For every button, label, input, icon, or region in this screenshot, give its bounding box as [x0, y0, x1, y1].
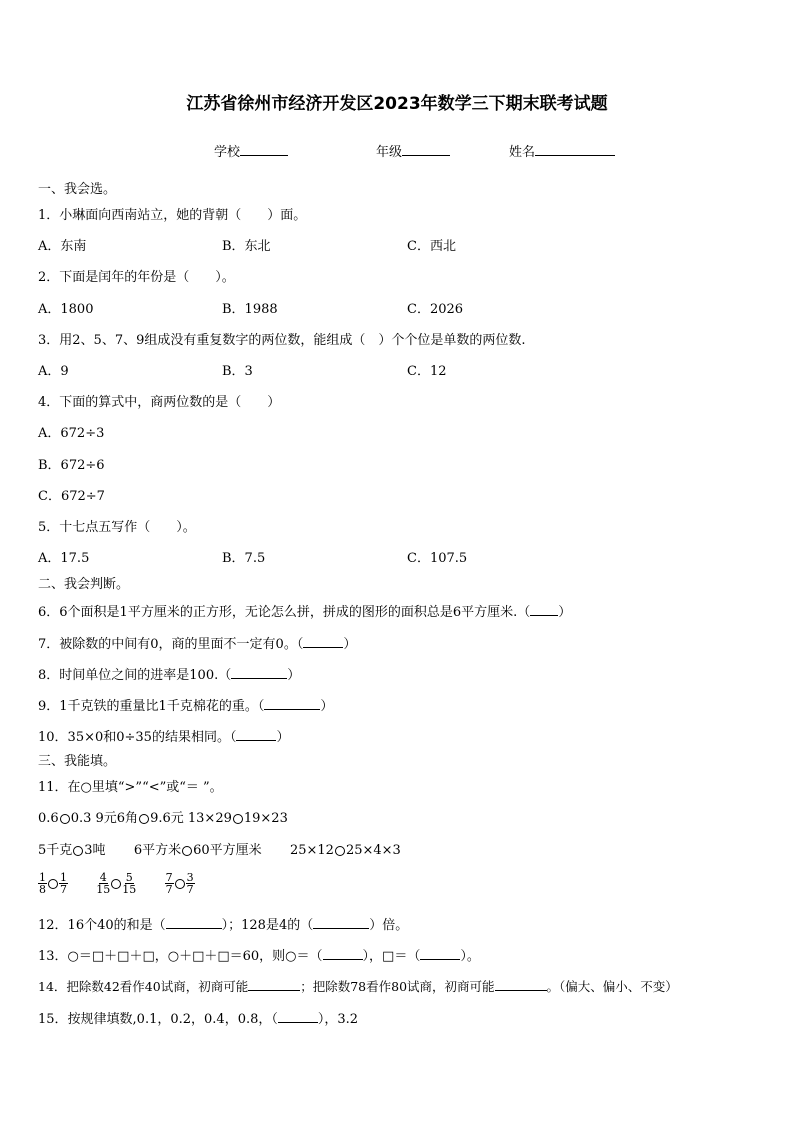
- question-1: 1．小琳面向西南站立，她的背朝（ ）面。: [38, 208, 307, 223]
- q6-text: 6．6个面积是1平方厘米的正方形，无论怎么拼，拼成的图形的面积总是6平方厘米.（: [38, 605, 531, 620]
- fraction: $\frac{7}{7}$: [165, 871, 173, 896]
- q10-end: ）: [276, 730, 290, 745]
- q5-option-c[interactable]: C．107.5: [407, 551, 468, 566]
- grade-label: 年级: [376, 145, 403, 160]
- grade-field[interactable]: [376, 141, 450, 160]
- question-5: 5．十七点五写作（ ）。: [38, 520, 196, 535]
- q10-answer-blank[interactable]: [236, 728, 276, 741]
- compare-circle[interactable]: [60, 814, 70, 824]
- q11-row-3: [38, 872, 195, 896]
- fraction: $\frac{1}{7}$: [60, 871, 67, 896]
- compare-circle[interactable]: [335, 846, 345, 856]
- question-8: [38, 666, 300, 684]
- compare-left: 6平方米: [133, 843, 182, 858]
- q7-end: ）: [343, 637, 357, 652]
- compare-right: 60平方厘米: [193, 843, 262, 858]
- q5-option-a[interactable]: A．17.5: [38, 551, 90, 566]
- q12-blank-1[interactable]: [166, 916, 222, 929]
- q9-answer-blank[interactable]: [264, 697, 320, 710]
- q1-option-a[interactable]: A．东南: [38, 239, 87, 254]
- school-field[interactable]: [214, 141, 288, 160]
- school-label: 学校: [214, 145, 241, 160]
- q11-row-2: [38, 843, 401, 859]
- question-9: [38, 697, 333, 715]
- compare-circle[interactable]: [175, 879, 185, 889]
- q2-option-a[interactable]: A．1800: [38, 302, 94, 317]
- q13-blank-2[interactable]: [420, 947, 460, 960]
- compare-left: 5千克: [38, 843, 73, 858]
- q11-row-1: [38, 811, 288, 827]
- question-4: 4．下面的算式中，商两位数的是（ ）: [38, 395, 281, 410]
- name-field[interactable]: [509, 141, 615, 160]
- section-heading-judge: 二、我会判断。: [38, 577, 130, 592]
- q5-option-b[interactable]: B．7.5: [222, 551, 266, 566]
- compare-right: 9.6元: [150, 811, 184, 826]
- q14-blank-1[interactable]: [248, 978, 300, 991]
- q6-answer-blank[interactable]: [530, 603, 558, 616]
- q1-option-b[interactable]: B．东北: [222, 239, 271, 254]
- fraction: $\frac{1}{8}$: [39, 871, 46, 896]
- fraction: $\frac{3}{7}$: [186, 871, 194, 896]
- question-14: 14．把除数42看作40试商，初商可能 ；把除数78看作80试商，初商可能 。（偏大、偏小、不变）: [38, 979, 678, 994]
- fraction: $\frac{5}{15}$: [122, 871, 137, 896]
- q2-option-c[interactable]: C．2026: [407, 302, 464, 317]
- question-10: [38, 728, 289, 746]
- q3-option-c[interactable]: C．12: [407, 364, 447, 379]
- q13-blank-1[interactable]: [323, 947, 363, 960]
- question-7: [38, 635, 356, 653]
- q4-option-c[interactable]: C．672÷7: [38, 489, 105, 504]
- question-12: 12．16个40的和是（ ）；128是4的（ ）倍。: [38, 918, 409, 933]
- q8-text: 8．时间单位之间的进率是100.（: [38, 668, 232, 683]
- compare-circle[interactable]: [111, 879, 121, 889]
- question-11: 11．在○里填“>”“<”或“＝ ”。: [38, 780, 223, 795]
- compare-circle[interactable]: [139, 814, 149, 824]
- q2-option-b[interactable]: B．1988: [222, 302, 278, 317]
- grade-blank[interactable]: [402, 143, 450, 156]
- q15-blank[interactable]: [278, 1010, 318, 1023]
- compare-left: 9元6角: [95, 811, 139, 826]
- compare-left: 13×29: [187, 811, 232, 826]
- q7-text: 7．被除数的中间有0，商的里面不一定有0。（: [38, 637, 304, 652]
- q10-text: 10．35×0和0÷35的结果相同。（: [38, 730, 237, 745]
- question-13: 13．○＝□＋□＋□，○＋□＋□＝60，则○＝（ ），□＝（ ）。: [38, 949, 480, 964]
- q1-option-c[interactable]: C．西北: [407, 239, 456, 254]
- name-label: 姓名: [509, 145, 536, 160]
- compare-left: 25×12: [289, 843, 334, 858]
- compare-left: 0.6: [38, 811, 59, 826]
- question-6: [38, 603, 571, 621]
- q3-option-b[interactable]: B．3: [222, 364, 253, 379]
- page-title: 江苏省徐州市经济开发区2023年数学三下期末联考试题: [186, 94, 608, 114]
- question-3: 3．用2、5、7、9组成没有重复数字的两位数，能组成（ ）个个位是单数的两位数.: [38, 333, 526, 348]
- q12-blank-2[interactable]: [313, 916, 369, 929]
- q4-option-a[interactable]: A．672÷3: [38, 426, 105, 441]
- compare-right: 0.3: [70, 811, 92, 826]
- compare-right: 3吨: [84, 843, 106, 858]
- compare-circle[interactable]: [73, 846, 83, 856]
- q7-answer-blank[interactable]: [303, 635, 343, 648]
- compare-right: 19×23: [243, 811, 288, 826]
- q9-text: 9．1千克铁的重量比1千克棉花的重。（: [38, 699, 265, 714]
- compare-circle[interactable]: [233, 814, 243, 824]
- school-blank[interactable]: [240, 143, 288, 156]
- fraction: $\frac{4}{15}$: [96, 871, 111, 896]
- q14-blank-2[interactable]: [495, 978, 547, 991]
- compare-right: 25×4×3: [345, 843, 401, 858]
- q9-end: ）: [320, 699, 334, 714]
- q8-end: ）: [287, 668, 301, 683]
- section-heading-fill: 三、我能填。: [38, 754, 117, 769]
- compare-circle[interactable]: [48, 879, 58, 889]
- question-2: 2．下面是闰年的年份是（ ）。: [38, 270, 235, 285]
- question-15: 15．按规律填数,0.1，0.2，0.4，0.8，（ ），3.2: [38, 1012, 359, 1027]
- q8-answer-blank[interactable]: [231, 666, 287, 679]
- compare-circle[interactable]: [182, 846, 192, 856]
- q4-option-b[interactable]: B．672÷6: [38, 458, 105, 473]
- section-heading-choice: 一、我会选。: [38, 182, 117, 197]
- name-blank[interactable]: [535, 143, 615, 156]
- q6-end: ）: [558, 605, 572, 620]
- q3-option-a[interactable]: A．9: [38, 364, 69, 379]
